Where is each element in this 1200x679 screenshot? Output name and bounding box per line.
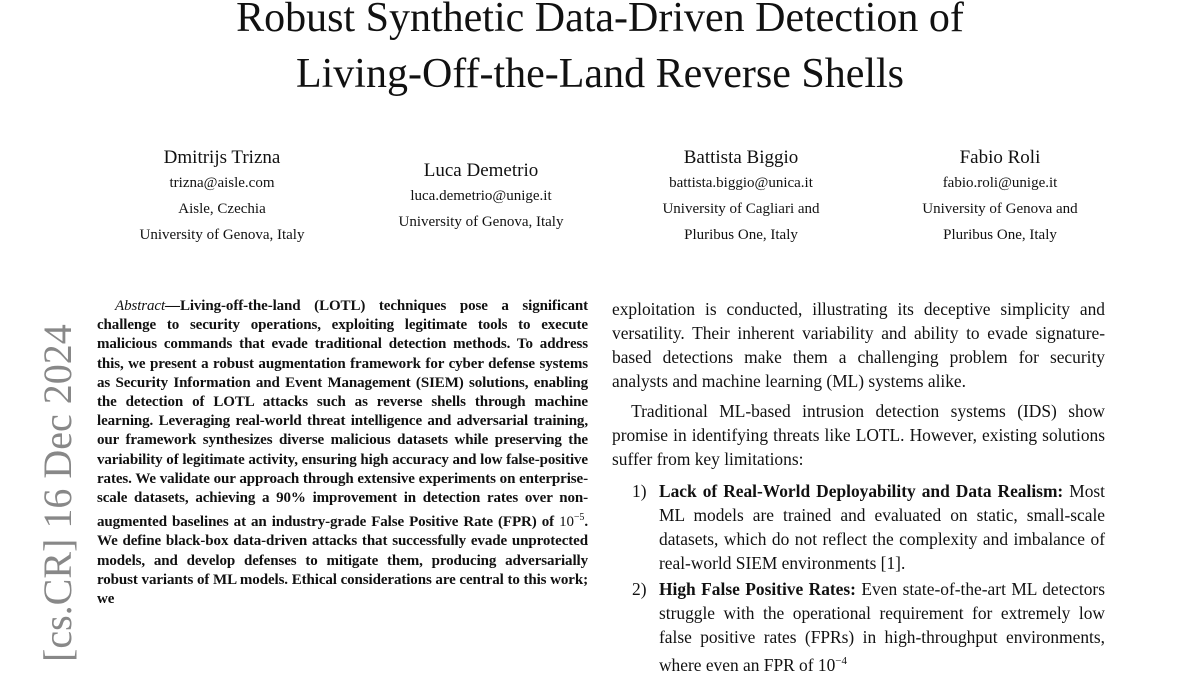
list-item-number: 1): [632, 481, 647, 501]
author-email: fabio.roli@unige.it: [942, 175, 1058, 191]
list-item-number: 2): [632, 579, 647, 599]
author-block-2: [371, 159, 591, 235]
author-email: trizna@aisle.com: [169, 175, 275, 191]
list-item-text: Even state-of-the-art ML detectors struggle with the operational requirement for extremely low false positive rates (FPRs) in high-throughput environments, where even an FPR of 10: [659, 579, 1105, 675]
author-email: luca.demetrio@unige.it: [410, 188, 552, 204]
list-item: [612, 479, 1105, 575]
list-item-text: Most ML models are trained and evaluated on static, small-scale datasets, which do not reflect the complexity and imbalance of real-world SIEM environments [1].: [659, 481, 1105, 573]
abstract-label: Abstract: [115, 298, 166, 314]
right-column: [612, 297, 1105, 679]
author-name: Dmitrijs Trizna: [163, 147, 281, 168]
author-affiliation: Aisle, Czechia: [178, 201, 266, 217]
author-email: battista.biggio@unica.it: [669, 175, 813, 191]
list-item-exponent: −4: [835, 655, 848, 667]
title-line-1: Robust Synthetic Data-Driven Detection of: [236, 0, 964, 41]
author-name: Luca Demetrio: [423, 160, 539, 181]
author-block-1: [112, 146, 332, 248]
paper-title: [0, 0, 1200, 102]
limitations-list: [612, 479, 1105, 677]
author-affiliation: University of Cagliari and: [662, 201, 820, 217]
list-item-heading: High False Positive Rates:: [659, 579, 856, 599]
author-name: Battista Biggio: [683, 147, 799, 168]
author-block-4: [890, 146, 1110, 248]
author-block-3: [631, 146, 851, 248]
abstract-fpr-exponent: −5: [573, 512, 585, 524]
author-affiliation: Pluribus One, Italy: [943, 227, 1057, 243]
intro-paragraph-1: exploitation is conducted, illustrating its deceptive simplicity and versatility. Their inherent variability and ability to evade signature-based detections make them a challenging problem for security analysts and machine learning (ML) systems alike.: [612, 299, 1105, 391]
author-affiliation: University of Genova and: [922, 201, 1078, 217]
author-affiliation: Pluribus One, Italy: [684, 227, 798, 243]
author-affiliation: University of Genova, Italy: [398, 214, 564, 230]
title-line-2: Living-Off-the-Land Reverse Shells: [295, 51, 905, 97]
list-item: [612, 577, 1105, 677]
abstract-dash: —: [165, 298, 180, 314]
abstract-text-continued: . We define black-box data-driven attacks that successfully evade unprotected models, and develop defenses to mitigate them, producing adversarially robust variants of ML models. Ethical considerations are central to this work; we: [97, 514, 588, 608]
abstract-text: Living-off-the-land (LOTL) techniques pose a significant challenge to security operations, exploiting legitimate tools to execute malicious commands that evade traditional detection methods. To address this, we present a robust augmentation framework for cyber defense systems as Security Information and Event Management (SIEM) solutions, enabling the detection of LOTL attacks such as reverse shells through machine learning. Leveraging real-world threat intelligence and adversarial training, our framework synthesizes diverse malicious datasets while preserving the variability of legitimate activity, ensuring high accuracy and low false-positive rates. We validate our approach through extensive experiments on enterprise-scale datasets, achieving a 90% improvement in detection rates over non-augmented baselines at an industry-grade False Positive Rate (FPR) of: [97, 298, 588, 531]
author-affiliation: University of Genova, Italy: [139, 227, 305, 243]
intro-paragraph-2: Traditional ML-based intrusion detection systems (IDS) show promise in identifying threats like LOTL. However, existing solutions suffer from key limitations:: [612, 401, 1105, 469]
abstract: [97, 297, 588, 609]
abstract-fpr-base: 10: [559, 514, 574, 531]
arxiv-stamp: [cs.CR] 16 Dec 2024: [35, 324, 80, 662]
list-item-heading: Lack of Real-World Deployability and Data Realism:: [659, 481, 1064, 501]
author-name: Fabio Roli: [959, 147, 1041, 168]
